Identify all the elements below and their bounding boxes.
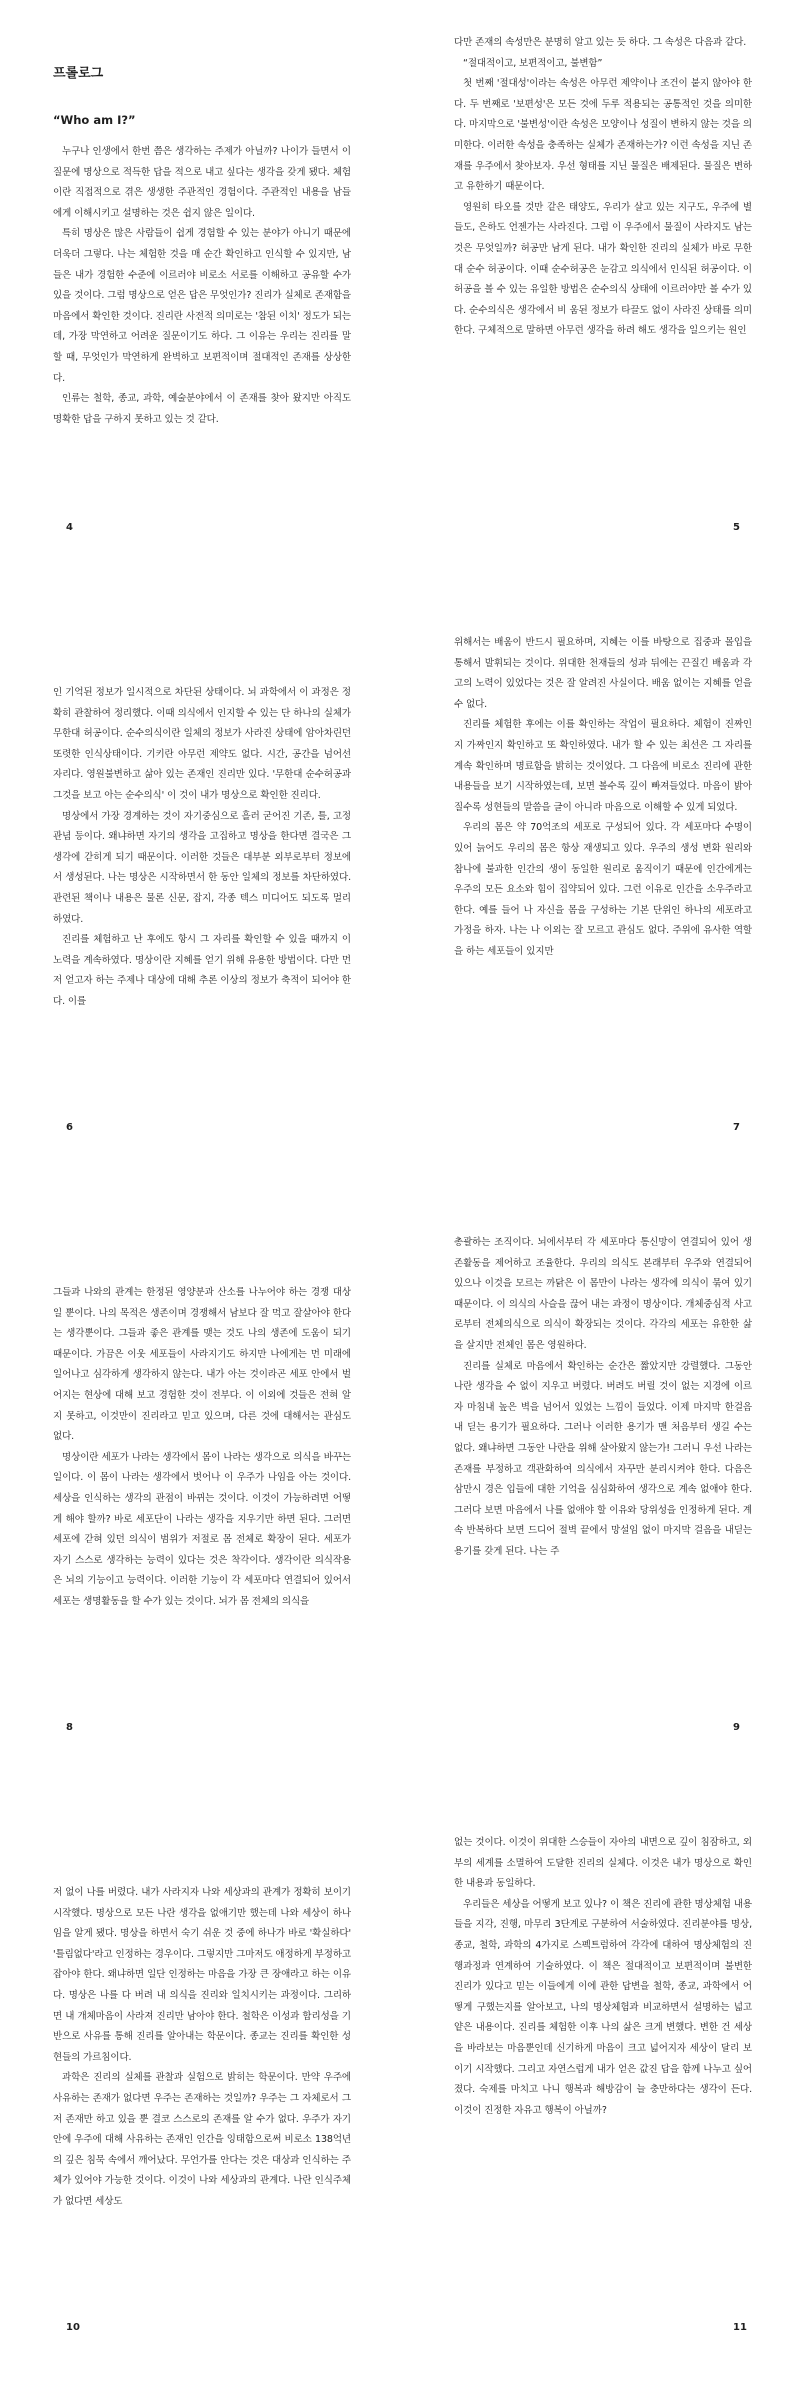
page-number: 6: [66, 1122, 73, 1133]
paragraph: 다만 존재의 속성만은 분명히 알고 있는 듯 하다. 그 속성은 다음과 같다.: [454, 37, 747, 48]
paragraph: 명상에서 가장 경계하는 것이 자기중심으로 흘러 굳어진 기존, 틀, 고정관념 등이다. 왜냐하면 자기의 생각을 고집하고 명상을 한다면 결국은 그 생각에 갇히게 되기 때문이다. 이러한 것들은 대부분 외부로부터 정보에서 생성된다. 나는 명상은 시작하면서 한 동안 일체의 정보를 차단하였다. 관련된 책이나 내용은 물론 신문, 잡지, 각종 텍스 미디어도 되도록 멀리하였다.: [53, 810, 351, 925]
page-6: [0, 600, 405, 1200]
page-7: [405, 600, 810, 1200]
page-body: [454, 33, 752, 342]
page-body: [454, 1233, 752, 1563]
paragraph: 그들과 나와의 관계는 한정된 영양분과 산소를 나누어야 하는 경쟁 대상일 뿐이다. 나의 목적은 생존이며 경쟁해서 남보다 잘 먹고 잘살아야 한다는 생각뿐이다. 그들과 좋은 관계를 맺는 것도 나의 생존에 도움이 되기 때문이다. 가끔은 이웃 세포들이 사라지기도 하지만 나에게는 먼 미래에 일어나고 심각하게 생각하지 않는다. 내가 아는 것이라곤 세포 안에서 벌어지는 현상에 대해 보고 경험한 것이 전부다. 이 이외에 것들은 전혀 알지 못하고, 이것만이 진리라고 믿고 있으며, 다른 것에 대해서는 관심도 없다.: [53, 1287, 351, 1443]
page-body: [53, 1283, 351, 1613]
page-8: [0, 1200, 405, 1800]
paragraph: 영원히 타오를 것만 같은 태양도, 우리가 살고 있는 지구도, 우주에 별들도, 은하도 언젠가는 사라진다. 그럼 이 우주에서 물질이 사라지도 남는 것은 무엇일까? 허공만 남게 된다. 내가 확인한 진리의 실체가 바로 무한대 순수 허공이다. 이때 순수허공은 눈감고 의식에서 인식된 허공이다. 이 허공을 볼 수 있는 유일한 방법은 순수의식 상태에 이르러야만 볼 수가 있다. 순수의식은 생각에서 비 움된 정보가 타끌도 없이 사라진 상태를 의미한다. 구체적으로 말하면 아무런 생각을 하려 해도 생각을 일으키는 원인: [454, 201, 752, 337]
spread-3: [0, 1200, 810, 1800]
paragraph: 특히 명상은 많은 사람들이 쉽게 경험할 수 있는 분야가 아니기 때문에 더욱더 그렇다. 나는 체험한 것을 매 순간 확인하고 인식할 수 있지만, 남들은 내가 경험한 수준에 이르러야 비로소 서로를 이해하고 공유할 수가 있을 것이다. 그럼 명상으로 얻은 답은 무엇인가? 진리가 실체로 존재함을 마음에서 확인한 것이다. 진리란 사전적 의미로는 '참된 이치' 정도가 되는데, 가장 막연하고 어려운 질문이기도 하다. 그 이유는 우리는 진리를 말할 때, 무엇인가 막연하게 완벽하고 보편적이며 절대적인 존재를 상상한다.: [53, 228, 351, 384]
paragraph: 없는 것이다. 이것이 위대한 스승들이 자아의 내면으로 깊이 침잠하고, 외부의 세계를 소멸하여 도달한 진리의 실체다. 이것은 내가 명상으로 확인한 내용과 동일하다.: [454, 1837, 752, 1890]
page-10: [0, 1800, 405, 2400]
page-number: 4: [66, 522, 73, 533]
paragraph: “절대적이고, 보편적이고, 불변함”: [463, 57, 603, 69]
page-body: [454, 633, 752, 963]
page-number: 8: [66, 1722, 73, 1733]
paragraph: 과학은 진리의 실체를 관찰과 실험으로 밝히는 학문이다. 만약 우주에 사유하는 존재가 없다면 우주는 존재하는 것일까? 우주는 그 자체로서 그저 존재만 하고 있을 뿐 결코 스스로의 존재를 알 수가 없다. 우주가 자기 안에 우주에 대해 사유하는 존재인 인간을 잉태함으로써 비로소 138억년의 깊은 침묵 속에서 깨어났다. 무언가를 안다는 것은 대상과 인식하는 주체가 있어야 가능한 것이다. 이것이 나와 세상과의 관계다. 나란 인식주체가 없다면 세상도: [53, 2072, 351, 2207]
paragraph: 첫 번째 '절대성'이라는 속성은 아무런 제약이나 조건이 붙지 않아야 한다. 두 번째로 '보편성'은 모든 것에 두루 적용되는 공통적인 것을 의미한다. 마지막으로 '불변성'이란 속성은 모양이나 성질이 변하지 않는 것을 의미한다. 이러한 속성을 충족하는 실체가 존재하는가? 이런 속성을 지닌 존재를 우주에서 찾아보자. 우선 형태를 지닌 물질은 배제된다. 물질은 변하고 유한하기 때문이다.: [454, 78, 752, 193]
paragraph: 인 기억된 정보가 일시적으로 차단된 상태이다. 뇌 과학에서 이 과정은 정확히 관찰하여 정리했다. 이때 의식에서 인지할 수 있는 단 하나의 실체가 무한대 허공이다. 순수의식이란 일체의 정보가 사라진 상태에 암아차린던 또렷한 인식상태이다. 기키란 아무런 제약도 없다. 시간, 공간을 넘어선 자리다. 영원불변하고 삶아 있는 존재인 진리만 있다. '무한대 순수허공과 그것을 보고 아는 순수의식' 이 것이 내가 명상으로 확인한 진리다.: [53, 687, 351, 801]
paragraph: 명상이란 세포가 나라는 생각에서 몸이 나라는 생각으로 의식을 바꾸는 일이다. 이 몸이 나라는 생각에서 벗어나 이 우주가 나임을 아는 것이다. 세상을 인식하는 생각의 관점이 바뀌는 것이다. 이것이 가능하려면 어떻게 해야 할까? 바로 세포단이 나라는 생각을 지우기만 하면 된다. 그러면 세포에 갇혀 있던 의식이 범위가 저절로 몸 전체로 확장이 된다. 세포가 자기 스스로 생각하는 능력이 있다는 것은 착각이다. 생각이란 의식작용은 뇌의 기능이고 능력이다. 이러한 기능이 각 세포마다 연결되어 있어서 세포는 생명활동을 할 수가 있는 것이다. 뇌가 몸 전체의 의식을: [53, 1451, 351, 1607]
page-5: [405, 0, 810, 600]
paragraph: 위해서는 배움이 반드시 필요하며, 지혜는 이를 바탕으로 집중과 몰입을 통해서 발휘되는 것이다. 위대한 천재들의 성과 뒤에는 끈질긴 배움과 각고의 노력이 있었다는 것은 잘 알려진 사실이다. 배움 없이는 지혜를 얻을 수 없다.: [454, 637, 752, 710]
paragraph: 우리의 몸은 약 70억조의 세포로 구성되어 있다. 각 세포마다 수명이 있어 늙어도 우리의 몸은 항상 재생되고 있다. 우주의 생성 변화 원리와 참나에 불과한 인간의 생이 동일한 원리로 움직이기 때문에 인간에게는 우주의 모든 요소와 힘이 집약되어 있다. 그런 이유로 인간을 소우주라고 한다. 예를 들어 나 자신을 몸을 구성하는 기본 단위인 하나의 세포라고 가정을 하자. 나는 나 이외는 잘 모르고 관심도 없다. 주위에 유사한 역할을 하는 세포들이 있지만: [454, 822, 752, 957]
chapter-title: 프롤로그: [53, 66, 104, 81]
paragraph: 누구나 인생에서 한번 쯤은 생각하는 주제가 아닐까? 나이가 들면서 이 질문에 명상으로 적득한 답을 적으로 내고 싶다는 생각을 갖게 됐다. 체험이란 직접적으로 겪은 생생한 주관적인 경험이다. 주관적인 내용을 남들에게 이해시키고 설명하는 것은 쉽지 않은 일이다.: [53, 146, 351, 219]
paragraph: 인류는 철학, 종교, 과학, 예술분야에서 이 존재를 찾아 왔지만 아직도 명확한 답을 구하지 못하고 있는 것 같다.: [53, 393, 351, 425]
page-number: 9: [733, 1722, 740, 1733]
page-4: [0, 0, 405, 600]
paragraph: 우리들은 세상을 어떻게 보고 있나? 이 책은 진리에 관한 명상체험 내용들을 지각, 진행, 마무리 3단계로 구분하여 서술하였다. 진리분야를 명상, 종교, 철학, 과학의 4가지로 스펙트럼하여 각각에 대하여 명상체험의 진행과정과 연계하여 기술하였다. 이 책은 절대적이고 보편적이며 불변한 진리가 있다고 믿는 이들에게 이에 관한 답변을 철학, 종교, 과학에서 어떻게 구했는지를 알아보고, 나의 명상체험과 비교하면서 설명하는 넓고 얕은 내용이다. 진리를 체험한 이후 나의 삶은 크게 변했다. 변한 건 세상을 바라보는 마음뿐인데 신기하게 마음이 크고 넓어지자 세상이 달리 보이기 시작했다. 그리고 자연스럽게 내가 얻은 값진 답을 함께 나누고 싶어졌다. 숙제를 마치고 나니 행복과 해방감이 늘 충만하다는 생각이 든다. 이것이 진정한 자유고 행복이 아닐까?: [454, 1898, 752, 2116]
page-body: [53, 683, 351, 1013]
paragraph: 진리를 실체로 마음에서 확인하는 순간은 짧았지만 강렬했다. 그동안 나란 생각을 수 없이 지우고 버렸다. 버려도 버릴 것이 없는 지경에 이르자 마침내 높은 벽을 넘어서 있었는 느낌이 들었다. 이제 마지막 한걸음 내 딛는 용기가 필요하다. 그러나 이러한 용기가 맨 처음부터 생길 수는 없다. 왜냐하면 그동안 나란을 위해 살아왔지 않는가! 그러니 우선 나라는 존재를 부정하고 객관화하여 의식에서 자꾸만 분리시켜야 한다. 다음은 삼만시 경은 입들에 대한 기억을 심심화하여 생각으로 계속 없애야 한다. 그러다 보면 마음에서 나를 없애야 할 이유와 당위성을 인정하게 된다. 계속 반복하다 보면 드디어 절벽 끝에서 망설임 없이 마지막 걸음을 내딛는 용기를 갖게 된다. 나는 주: [454, 1360, 752, 1557]
spread-1: [0, 0, 810, 600]
page-body: [53, 1883, 351, 2213]
page-number: 11: [733, 2322, 747, 2333]
page-11: [405, 1800, 810, 2400]
paragraph: 진리를 체험한 후에는 이를 확인하는 작업이 필요하다. 체험이 진짜인지 가짜인지 확인하고 또 확인하였다. 내가 할 수 있는 최선은 그 자리를 계속 확인하며 명료함을 밝히는 것이었다. 그 다음에 비로소 진리에 관한 내용들을 보기 시작하였는데, 보면 볼수록 깊이 빠져들었다. 마음이 밝아 질수록 성현들의 말씀을 글이 아니라 마음으로 이해할 수 있게 되었다.: [454, 719, 752, 813]
paragraph: 총괄하는 조직이다. 뇌에서부터 각 세포마다 통신망이 연결되어 있어 생존활동을 제어하고 조율한다. 우리의 의식도 본래부터 우주와 연결되어 있으나 이것을 모르는 까닭은 이 몸만이 나라는 생각에 의식이 묶여 있기 때문이다. 이 의식의 사슬을 끊어 내는 과정이 명상이다. 개체중심적 사고로부터 전체의식으로 의식이 확장되는 것이다. 각각의 세포는 유한한 삶을 살지만 전체인 몸은 영원하다.: [454, 1237, 752, 1351]
page-number: 7: [733, 1122, 740, 1133]
paragraph: 진리를 체험하고 난 후에도 항시 그 자리를 확인할 수 있을 때까지 이 노력을 계속하였다. 명상이란 지혜를 얻기 위해 유용한 방법이다. 다만 먼저 얻고자 하는 주제나 대상에 대해 추론 이상의 정보가 축적이 되어야 한다. 이를: [53, 934, 351, 1007]
page-number: 5: [733, 522, 740, 533]
page-body: [53, 142, 351, 430]
spread-4: [0, 1800, 810, 2400]
spread-2: [0, 600, 810, 1200]
page-9: [405, 1200, 810, 1800]
chapter-subtitle: “Who am I?”: [53, 113, 136, 127]
page-body: [454, 1833, 752, 2121]
paragraph: 저 없이 나를 버렸다. 내가 사라지자 나와 세상과의 관계가 정확히 보이기 시작했다. 명상으로 모든 나란 생각을 없애기만 했는데 나와 세상이 하나임을 알게 됐다. 명상을 하면서 숙기 쉬운 것 중에 하나가 바로 '확실하다' '틀림없다'라고 인정하는 경우이다. 그렇지만 그마저도 애정하게 부정하고 잡아야 한다. 왜냐하면 일단 인정하는 마음을 가장 큰 장애라고 하는 이유다. 명상은 나를 다 버려 내 의식을 진리와 일치시키는 과정이다. 그리하면 내 개체마음이 사라져 진리만 남아야 한다. 철학은 이성과 합리성을 기반으로 사유를 통해 진리를 알아내는 학문이다. 종교는 진리를 확인한 성현들의 가르침이다.: [53, 1887, 351, 2063]
page-number: 10: [66, 2322, 80, 2333]
